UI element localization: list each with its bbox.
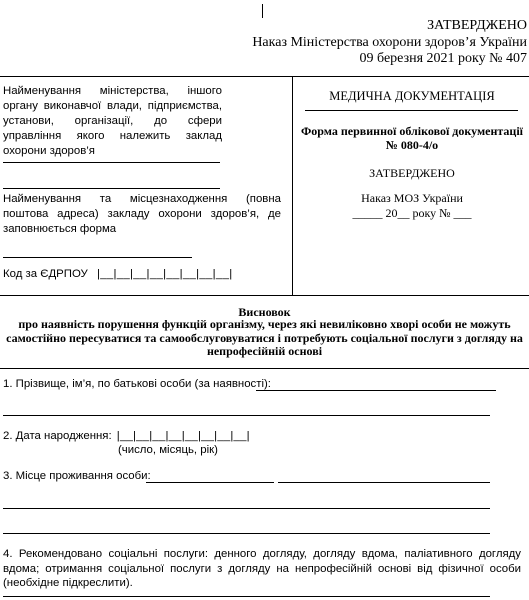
conclusion-subtitle: про наявність порушення функцій організму, через які невиліковно хворі особи не можуть самостійно пересуватися та самообслуговуватися і потребують соціальної послуги з догляду на непрофесійній основі: [6, 317, 523, 358]
approval-order-line: Наказ Міністерства охорони здоров’я України: [252, 35, 527, 50]
birth-date-row: [3, 430, 250, 442]
table-header-bottom-border: [0, 295, 529, 296]
form-name-line-1: Форма первинної облікової документації: [300, 124, 523, 138]
birth-date-boxes[interactable]: |__|__|__|__|__|__|__|__|: [116, 430, 250, 442]
ministry-name-line[interactable]: [3, 162, 220, 163]
facility-address-line[interactable]: [3, 257, 192, 258]
facility-label: Найменування та місцезнаходження (повна поштова адреса) закладу охорони здоров’я, де заповнюється форма: [3, 193, 281, 235]
birth-date-label: 2. Дата народження:: [3, 430, 112, 442]
edrpou-label: Код за ЄДРПОУ: [3, 268, 88, 280]
top-mark: [262, 4, 263, 18]
birth-date-hint: (число, місяць, рік): [118, 444, 218, 456]
ministry-label: Найменування міністерства, іншого органу виконавчої влади, підприємства, установи, організації, до сфери управління якого належить заклад охорони здоров’я: [3, 85, 222, 157]
recommended-services-text: 4. Рекомендовано соціальні послуги: денного догляду, догляду вдома, паліативного догляду вдома; отримання соціальної послуги з догляду на непрофесійній основі від фізичної особи (необхідне підкреслити).: [3, 548, 521, 589]
conclusion-bottom-border: [0, 368, 529, 369]
med-doc-underline: [305, 110, 518, 111]
edrpou-row: [3, 268, 232, 280]
table-top-border: [0, 76, 529, 77]
residence-line-2[interactable]: [3, 508, 490, 509]
medical-documentation-title: МЕДИЧНА ДОКУМЕНТАЦІЯ: [329, 89, 495, 103]
moz-order-label: Наказ МОЗ України: [361, 191, 463, 205]
full-name-label: 1. Прізвище, ім’я, по батькові особи (за наявності):: [3, 378, 271, 390]
approval-title: ЗАТВЕРДЖЕНО: [427, 18, 527, 33]
residence-line-a[interactable]: [146, 482, 274, 483]
residence-label: 3. Місце проживання особи:: [3, 470, 151, 482]
form-number: № 080-4/о: [385, 138, 439, 152]
approved-label: ЗАТВЕРДЖЕНО: [369, 166, 455, 180]
edrpou-code-boxes[interactable]: |__|__|__|__|__|__|__|__|: [96, 268, 233, 280]
form-name: [295, 124, 529, 152]
residence-line-b[interactable]: [278, 482, 490, 483]
table-middle-divider: [292, 76, 293, 295]
conclusion-title: Висновок: [238, 305, 291, 319]
residence-line-3[interactable]: [3, 533, 490, 534]
services-line[interactable]: [3, 596, 490, 597]
moz-order-date-line: _____ 20__ року № ___: [352, 206, 472, 220]
approval-date-line: 09 березня 2021 року № 407: [359, 51, 527, 66]
full-name-line[interactable]: [256, 390, 496, 391]
ministry-name-line-2[interactable]: [3, 188, 220, 189]
full-name-line-2[interactable]: [3, 415, 490, 416]
